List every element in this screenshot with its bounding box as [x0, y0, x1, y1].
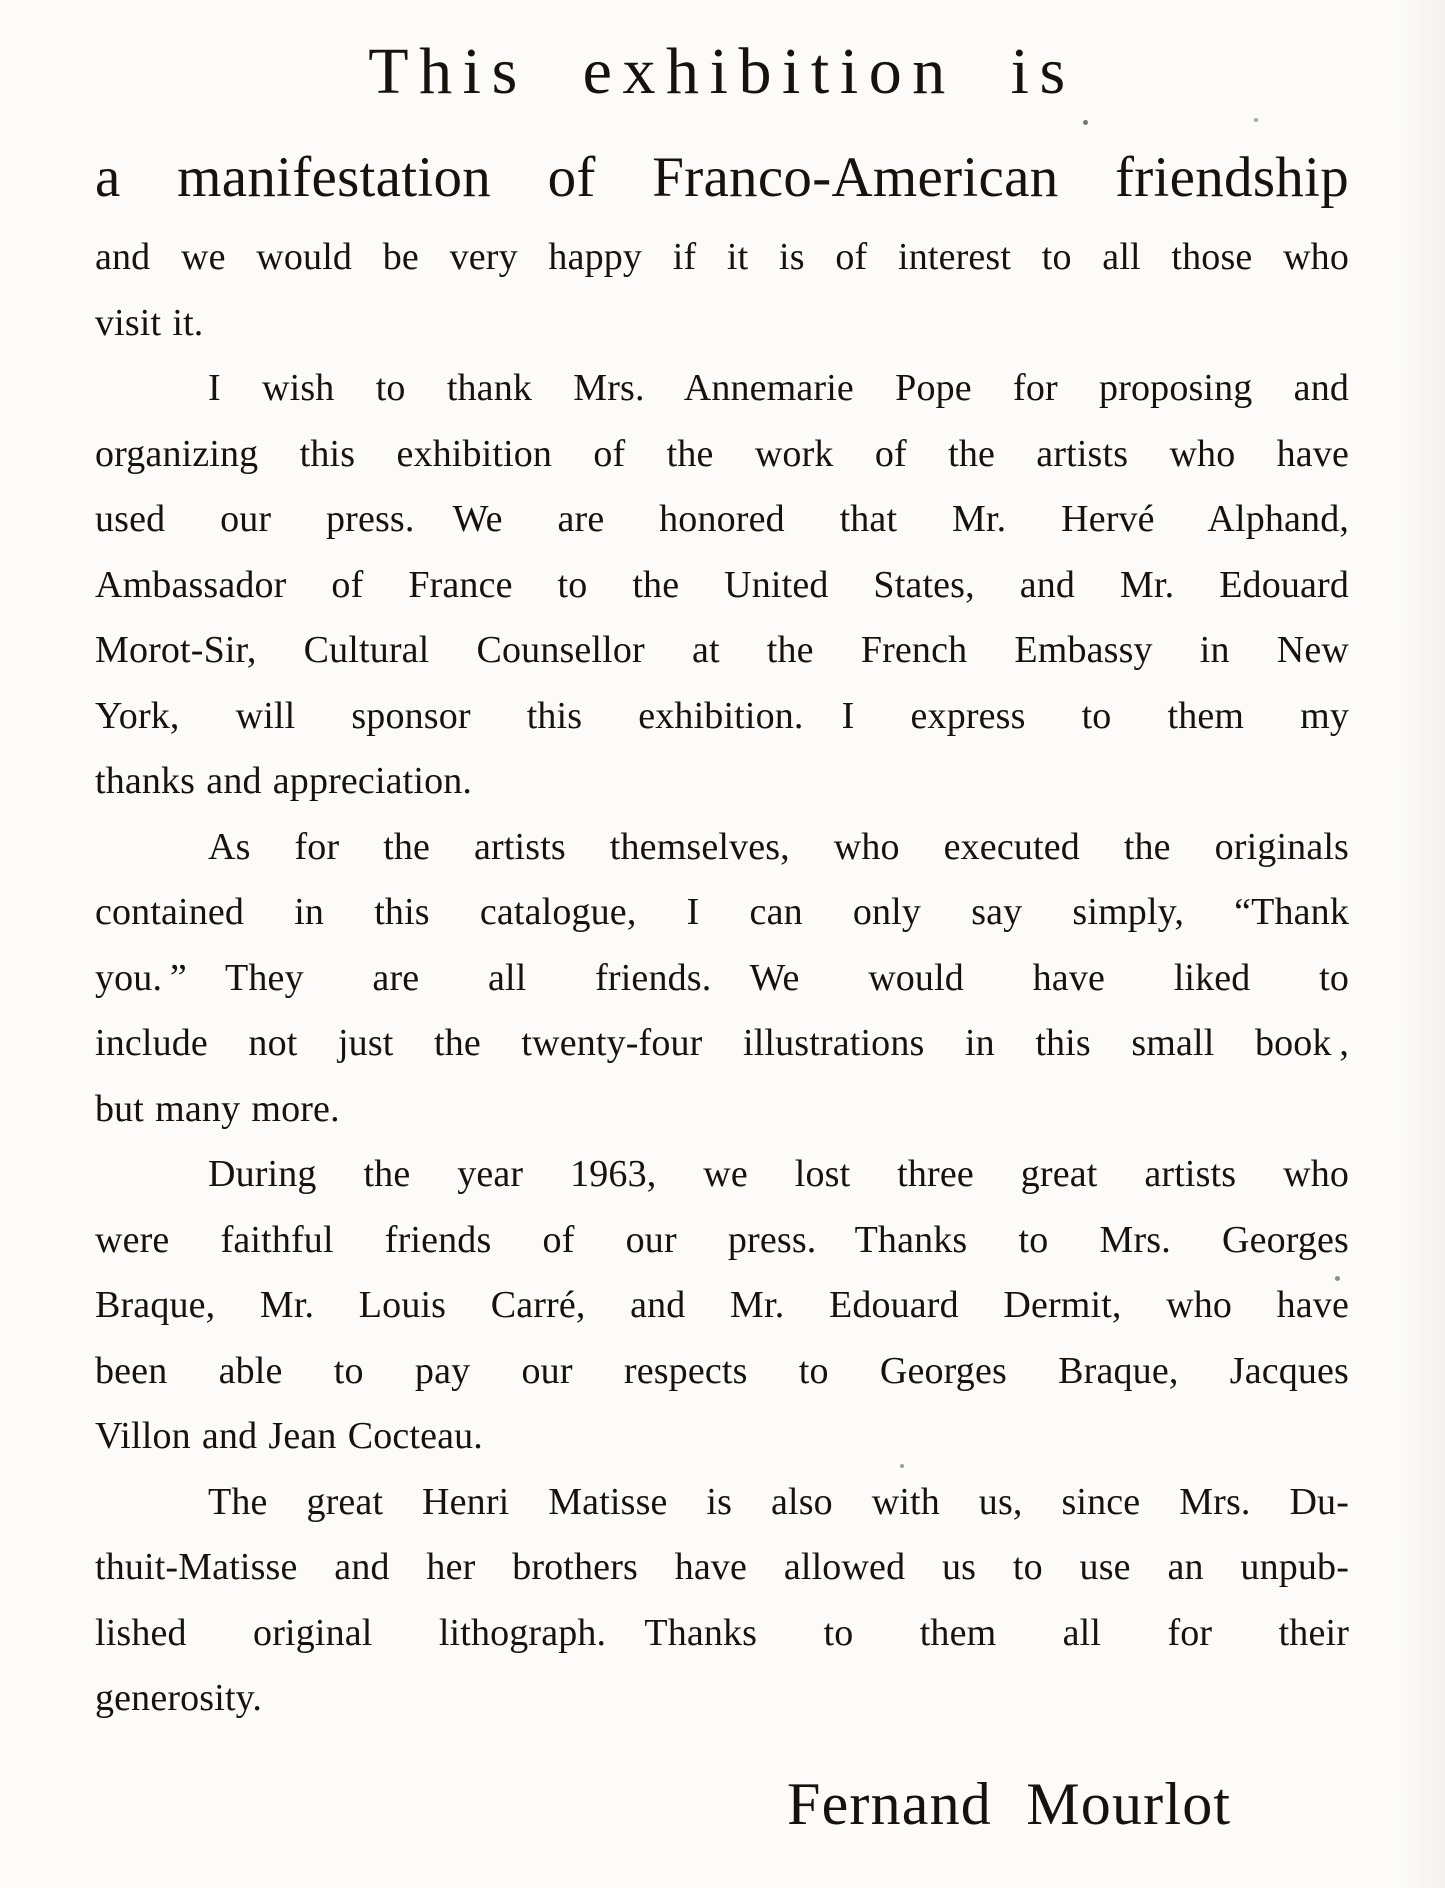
text-line: Villon and Jean Cocteau. — [95, 1415, 483, 1457]
text-line: contained in this catalogue, I can only say simply, “Thank — [95, 891, 1349, 933]
text-line: As for the artists themselves, who executed the originals — [208, 825, 1349, 868]
text-block — [0, 35, 1445, 1837]
text-line: Ambassador of France to the United States, and Mr. Edouard — [95, 563, 1349, 606]
text-line: thanks and appreciation. — [95, 760, 473, 802]
text-line: lished original lithograph. Thanks to them all for their — [95, 1611, 1349, 1654]
text-line: Braque, Mr. Louis Carré, and Mr. Edouard Dermit, who have — [95, 1284, 1349, 1326]
text-line: The great Henri Matisse is also with us, since Mrs. Du- — [208, 1480, 1349, 1523]
text-line: organizing this exhibition of the work of the artists who have — [95, 432, 1349, 475]
text-line: During the year 1963, we lost three great artists who — [208, 1153, 1349, 1195]
author-signature: Fernand Mourlot — [787, 1770, 1232, 1837]
text-line: visit it. — [95, 301, 204, 344]
text-line: York, will sponsor this exhibition. I express to them my — [95, 694, 1349, 737]
text-line: used our press. We are honored that Mr. Hervé Alphand, — [95, 498, 1349, 540]
page-subtitle: a manifestation of Franco-American friendship — [95, 146, 1349, 209]
text-line: Morot-Sir, Cultural Counsellor at the French Embassy in New — [95, 629, 1349, 671]
text-line: I wish to thank Mrs. Annemarie Pope for proposing and — [208, 367, 1349, 409]
text-line: and we would be very happy if it is of interest to all those who — [95, 236, 1349, 278]
text-line: but many more. — [95, 1087, 340, 1130]
text-line: you. ” They are all friends. We would have liked to — [95, 956, 1349, 999]
page-title: This exhibition is — [368, 35, 1076, 108]
body-text — [95, 225, 1349, 1732]
text-line: include not just the twenty-four illustrations in this small book , — [95, 1022, 1349, 1064]
text-line: thuit-Matisse and her brothers have allowed us to use an unpub- — [95, 1546, 1349, 1588]
text-line: were faithful friends of our press. Thanks to Mrs. Georges — [95, 1218, 1349, 1261]
text-line: been able to pay our respects to Georges Braque, Jacques — [95, 1349, 1349, 1392]
text-line: generosity. — [95, 1677, 262, 1719]
